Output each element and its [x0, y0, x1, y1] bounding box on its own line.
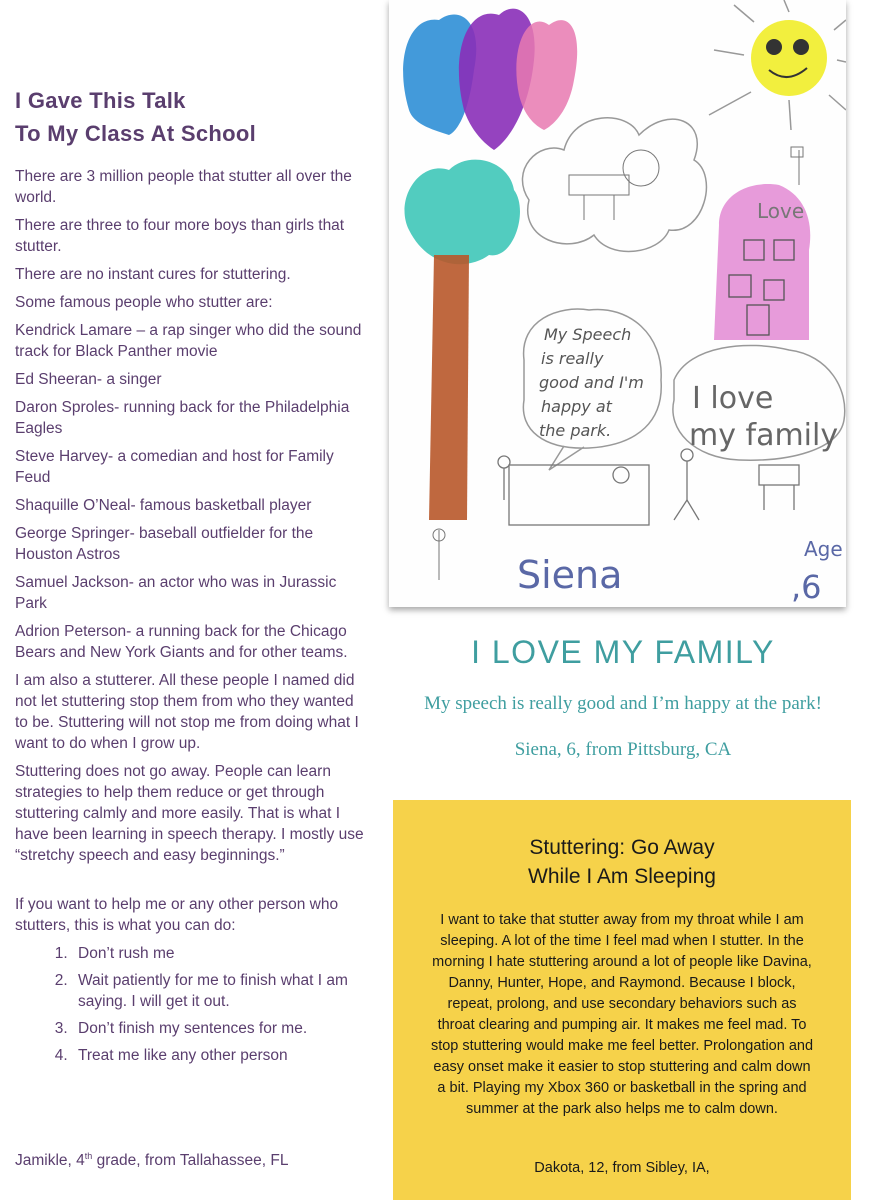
- house-label: Love: [757, 199, 805, 223]
- article-title: [15, 84, 367, 150]
- fact-paragraph: George Springer- baseball outfielder for the Houston Astros: [15, 525, 314, 563]
- tip-item: 3. Don’t finish my sentences for me.: [72, 1018, 367, 1039]
- box-title: [393, 833, 851, 891]
- article-title-line1: I Gave This Talk: [15, 88, 186, 113]
- tip-item: 2. Wait patiently for me to finish what I am saying. I will get it out.: [72, 970, 367, 1012]
- fact-paragraph: There are 3 million people that stutter all over the world.: [15, 168, 352, 206]
- fact-paragraph: Adrion Peterson- a running back for the Chicago Bears and New York Giants and for other teams.: [15, 623, 348, 661]
- stuttering-box: [393, 800, 851, 1200]
- box-title-line2: While I Am Sleeping: [528, 865, 716, 888]
- tip-item: 4. Treat me like any other person: [72, 1045, 367, 1066]
- bubble1-line: the park.: [539, 421, 612, 440]
- bubble2-line: my family: [689, 418, 839, 453]
- speech-bubble-family: [673, 345, 845, 460]
- child-drawing: [389, 0, 846, 607]
- box-title-line1: Stuttering: Go Away: [529, 836, 715, 859]
- bubble1-line: is really: [541, 349, 604, 368]
- love-family-title: I LOVE MY FAMILY: [471, 634, 775, 670]
- fact-paragraph: Samuel Jackson- an actor who was in Jurassic Park: [15, 574, 337, 612]
- tree: [405, 160, 520, 580]
- drawing-svg: [389, 0, 846, 607]
- fact-paragraph: Steve Harvey- a comedian and host for Family Feud: [15, 448, 334, 486]
- fact-paragraph: Some famous people who stutter are:: [15, 294, 273, 311]
- fact-paragraph: Ed Sheeran- a singer: [15, 371, 162, 388]
- bubble1-line: happy at: [541, 397, 612, 416]
- fact-paragraph: There are three to four more boys than girls that stutter.: [15, 217, 345, 255]
- tip-item: 1. Don’t rush me: [72, 943, 367, 964]
- signature-ordinal: th: [84, 1151, 93, 1161]
- fact-paragraph: Kendrick Lamare – a rap singer who did the sound track for Black Panther movie: [15, 322, 362, 360]
- signature-name: Jamikle, 4: [15, 1152, 85, 1170]
- bubble1-line: good and I'm: [539, 373, 644, 392]
- sun: [709, 0, 846, 130]
- fact-paragraph: There are no instant cures for stuttering.: [15, 266, 291, 283]
- signature-rest: grade, from Tallahassee, FL: [92, 1152, 289, 1170]
- age-label: Age: [804, 537, 843, 561]
- bubble2-line: I love: [692, 381, 774, 416]
- article-title-line2: To My Class At School: [15, 121, 256, 146]
- love-family-byline: Siena, 6, from Pittsburg, CA: [514, 739, 732, 760]
- bubble1-line: My Speech: [544, 325, 632, 344]
- box-signature: Dakota, 12, from Sibley, IA,: [534, 1160, 710, 1176]
- box-body: I want to take that stutter away from my throat while I am sleeping. A lot of the time I feel mad when I stutter. In the morning I hate stuttering around a lot of people like Davina, Danny, Hunter, Hope, and Raymond. Because I block, repeat, prolong, and use secondary behaviors such as throat clearing and pumping air. It makes me feel mad. To stop stuttering would make me feel better. Prolongation and easy onset make it easier to stop stuttering and calm down a bit. Playing my Xbox 360 or basketball in the spring and summer at the park also helps me to calm down.: [430, 912, 814, 1117]
- speech-bubble-speech: [523, 309, 661, 470]
- help-intro: If you want to help me or any other person who stutters, this is what you can do:: [15, 896, 339, 934]
- fact-paragraph: Daron Sproles- running back for the Philadelphia Eagles: [15, 399, 350, 437]
- age-value: ,6: [791, 568, 822, 606]
- fact-paragraph: I am also a stutterer. All these people I named did not let stuttering stop them from who they wanted to be. Stuttering will not stop me from doing what I want to do when I grow up.: [15, 672, 359, 752]
- house: [714, 147, 810, 340]
- fact-paragraph: Stuttering does not go away. People can learn strategies to help them reduce or get through stuttering calmly and more easily. That is what I have been learning in speech therapy. I mostly use “stretchy speech and easy beginnings.”: [15, 763, 364, 864]
- cloud-cat: [522, 118, 706, 252]
- left-article: [15, 84, 367, 1072]
- article-signature: [15, 1151, 288, 1170]
- pink-heart: [516, 20, 577, 130]
- artist-name: Siena: [517, 553, 623, 597]
- fact-paragraph: Shaquille O’Neal- famous basketball player: [15, 497, 312, 514]
- love-family-caption: My speech is really good and I’m happy at the park!: [424, 693, 822, 714]
- tips-list: [15, 943, 367, 1066]
